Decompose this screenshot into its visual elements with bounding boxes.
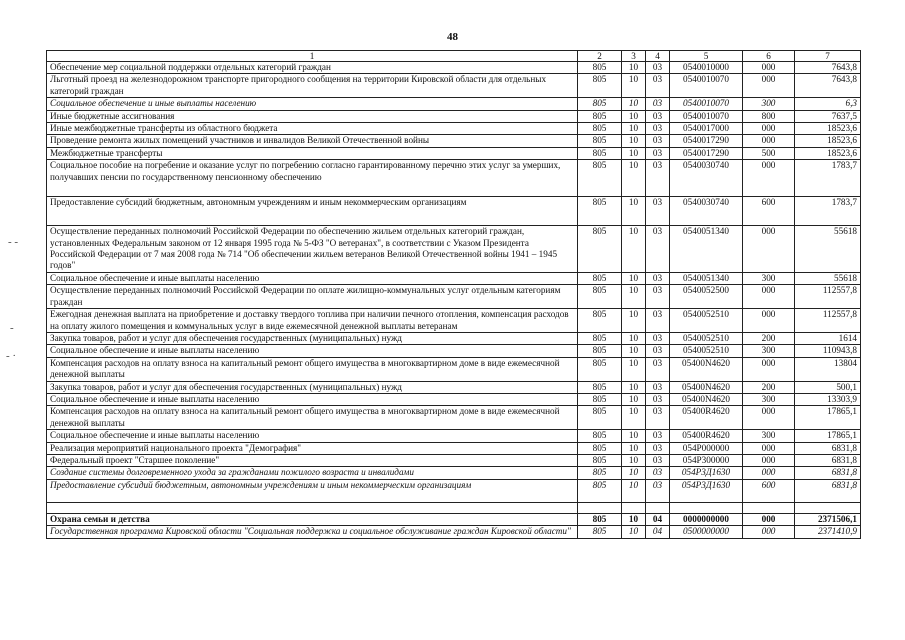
row-code-target: 054P300000 [670, 454, 743, 466]
row-code-subsection: 03 [646, 272, 670, 284]
row-code-target: 05400N4620 [670, 357, 743, 381]
row-code-section: 10 [622, 332, 646, 344]
margin-mark: - [10, 322, 14, 334]
column-header: 3 [622, 51, 646, 62]
row-amount: 6831,8 [795, 454, 861, 466]
row-code-expense-type: 000 [743, 513, 795, 525]
row-code-ministry: 805 [578, 160, 622, 197]
row-code-section: 10 [622, 357, 646, 381]
row-code-expense-type: 000 [743, 160, 795, 197]
row-code-subsection: 03 [646, 345, 670, 357]
row-description: Создание системы долговременного ухода за гражданами пожилого возраста и инвалидами [47, 467, 578, 479]
row-code-expense-type: 300 [743, 345, 795, 357]
column-header: 2 [578, 51, 622, 62]
row-code-ministry: 805 [578, 285, 622, 309]
row-description: Социальное обеспечение и иные выплаты населению [47, 345, 578, 357]
row-code-ministry: 805 [578, 442, 622, 454]
row-code-target: 0540052510 [670, 332, 743, 344]
row-code-target: 0540052510 [670, 309, 743, 333]
row-code-target: 0540010070 [670, 110, 743, 122]
table-row [47, 479, 861, 502]
row-amount: 17865,1 [795, 406, 861, 430]
table-row [47, 74, 861, 98]
row-code-target: 0540010070 [670, 98, 743, 110]
row-code-expense-type: 300 [743, 98, 795, 110]
row-amount: 500,1 [795, 381, 861, 393]
row-code-section: 10 [622, 393, 646, 405]
column-header: 6 [743, 51, 795, 62]
row-code-subsection: 03 [646, 135, 670, 147]
row-code-section: 10 [622, 110, 646, 122]
table-header-row [47, 51, 861, 62]
row-code-subsection: 03 [646, 147, 670, 159]
row-amount: 6831,8 [795, 467, 861, 479]
row-description: Социальное обеспечение и иные выплаты населению [47, 393, 578, 405]
row-code-target: 05400R4620 [670, 430, 743, 442]
row-code-expense-type: 200 [743, 381, 795, 393]
row-code-expense-type: 800 [743, 110, 795, 122]
row-description: Федеральный проект "Старшее поколение" [47, 454, 578, 466]
row-amount: 7643,8 [795, 74, 861, 98]
row-code-section: 10 [622, 74, 646, 98]
column-header: 7 [795, 51, 861, 62]
row-code-target: 05400N4620 [670, 381, 743, 393]
budget-table [46, 50, 861, 539]
row-code-section: 10 [622, 285, 646, 309]
row-code-subsection: 03 [646, 62, 670, 74]
row-description: Государственная программа Кировской области "Социальная поддержка и социальное обслуживание граждан Кировской области" [47, 526, 578, 538]
table-row [47, 197, 861, 226]
page-number: 48 [447, 31, 458, 43]
row-code-ministry: 805 [578, 74, 622, 98]
row-code-expense-type: 000 [743, 406, 795, 430]
empty-cell [622, 502, 646, 513]
row-amount: 2371506,1 [795, 513, 861, 525]
row-description: Иные бюджетные ассигнования [47, 110, 578, 122]
empty-cell [578, 502, 622, 513]
row-code-subsection: 03 [646, 393, 670, 405]
row-code-subsection: 03 [646, 98, 670, 110]
row-code-section: 10 [622, 147, 646, 159]
row-code-ministry: 805 [578, 357, 622, 381]
row-code-subsection: 03 [646, 357, 670, 381]
row-description: Социальное обеспечение и иные выплаты населению [47, 98, 578, 110]
table-body [47, 62, 861, 539]
row-code-ministry: 805 [578, 110, 622, 122]
row-code-subsection: 03 [646, 467, 670, 479]
row-code-expense-type: 000 [743, 123, 795, 135]
row-code-expense-type: 000 [743, 442, 795, 454]
row-code-subsection: 03 [646, 160, 670, 197]
row-code-subsection: 03 [646, 406, 670, 430]
row-code-ministry: 805 [578, 135, 622, 147]
row-code-ministry: 805 [578, 381, 622, 393]
row-code-subsection: 03 [646, 381, 670, 393]
row-code-subsection: 03 [646, 442, 670, 454]
row-description: Проведение ремонта жилых помещений участников и инвалидов Великой Отечественной войны [47, 135, 578, 147]
row-code-target: 05400N4620 [670, 393, 743, 405]
table-row [47, 345, 861, 357]
row-code-target: 0540010000 [670, 62, 743, 74]
row-amount: 18523,6 [795, 123, 861, 135]
row-code-subsection: 03 [646, 332, 670, 344]
row-code-expense-type: 000 [743, 285, 795, 309]
empty-cell [670, 502, 743, 513]
row-code-expense-type: 600 [743, 197, 795, 226]
row-amount: 1783,7 [795, 197, 861, 226]
row-description: Иные межбюджетные трансферты из областного бюджета [47, 123, 578, 135]
row-amount: 17865,1 [795, 430, 861, 442]
row-code-section: 10 [622, 406, 646, 430]
table-spacer-row [47, 502, 861, 513]
row-code-ministry: 805 [578, 272, 622, 284]
row-description: Предоставление субсидий бюджетным, автономным учреждениям и иным некоммерческим организациям [47, 479, 578, 502]
row-code-target: 0540030740 [670, 197, 743, 226]
row-code-expense-type: 000 [743, 309, 795, 333]
row-code-section: 10 [622, 513, 646, 525]
row-code-target: 054P3Д1630 [670, 479, 743, 502]
row-amount: 13804 [795, 357, 861, 381]
table-row [47, 381, 861, 393]
row-code-target: 0540051340 [670, 272, 743, 284]
row-description: Закупка товаров, работ и услуг для обеспечения государственных (муниципальных) нужд [47, 381, 578, 393]
column-header: 4 [646, 51, 670, 62]
row-amount: 7637,5 [795, 110, 861, 122]
row-code-subsection: 03 [646, 226, 670, 273]
row-code-ministry: 805 [578, 479, 622, 502]
row-code-ministry: 805 [578, 406, 622, 430]
row-code-expense-type: 000 [743, 226, 795, 273]
row-code-section: 10 [622, 197, 646, 226]
table-row [47, 147, 861, 159]
row-code-section: 10 [622, 454, 646, 466]
row-amount: 7643,8 [795, 62, 861, 74]
row-amount: 55618 [795, 272, 861, 284]
row-code-section: 10 [622, 62, 646, 74]
row-code-section: 10 [622, 123, 646, 135]
row-code-ministry: 805 [578, 226, 622, 273]
row-code-subsection: 03 [646, 309, 670, 333]
row-amount: 6,3 [795, 98, 861, 110]
row-description: Компенсация расходов на оплату взноса на капитальный ремонт общего имущества в многоквартирном доме в виде ежемесячной денежной выплаты [47, 406, 578, 430]
row-code-expense-type: 300 [743, 272, 795, 284]
row-description: Социальное пособие на погребение и оказание услуг по погребению согласно гарантированному перечню этих услуг за умерших, получавших пенсии по государственному пенсионному обеспечению [47, 160, 578, 197]
row-code-section: 10 [622, 160, 646, 197]
row-code-ministry: 805 [578, 393, 622, 405]
row-code-section: 10 [622, 381, 646, 393]
table-row [47, 98, 861, 110]
row-code-target: 0540017000 [670, 123, 743, 135]
table-row [47, 442, 861, 454]
row-code-subsection: 03 [646, 285, 670, 309]
table-row [47, 357, 861, 381]
row-code-target: 054P3Д1630 [670, 467, 743, 479]
row-code-target: 054P000000 [670, 442, 743, 454]
row-description: Льготный проезд на железнодорожном транспорте пригородного сообщения на территории Кировской области для отдельных категорий граждан [47, 74, 578, 98]
row-code-ministry: 805 [578, 513, 622, 525]
table-row [47, 110, 861, 122]
row-code-subsection: 03 [646, 197, 670, 226]
row-code-expense-type: 000 [743, 357, 795, 381]
row-code-ministry: 805 [578, 467, 622, 479]
row-code-section: 10 [622, 479, 646, 502]
table-row [47, 135, 861, 147]
table-row [47, 272, 861, 284]
row-amount: 13303,9 [795, 393, 861, 405]
row-code-target: 0000000000 [670, 513, 743, 525]
row-amount: 1614 [795, 332, 861, 344]
row-code-expense-type: 000 [743, 74, 795, 98]
row-code-expense-type: 300 [743, 393, 795, 405]
table-row [47, 526, 861, 538]
row-code-section: 10 [622, 442, 646, 454]
row-code-subsection: 04 [646, 526, 670, 538]
empty-cell [795, 502, 861, 513]
row-amount: 1783,7 [795, 160, 861, 197]
table-row [47, 123, 861, 135]
row-description: Реализация мероприятий национального проекта "Демография" [47, 442, 578, 454]
row-description: Ежегодная денежная выплата на приобретение и доставку твердого топлива при наличии печного отопления, компенсация расходов на оплату жилого помещения и коммунальных услуг в виде ежемесячной денежной выплаты ветеранам [47, 309, 578, 333]
row-code-section: 10 [622, 226, 646, 273]
row-code-section: 10 [622, 135, 646, 147]
table-row [47, 285, 861, 309]
row-description: Компенсация расходов на оплату взноса на капитальный ремонт общего имущества в многоквартирном доме в виде ежемесячной денежной выплаты [47, 357, 578, 381]
column-header: 5 [670, 51, 743, 62]
row-code-section: 10 [622, 430, 646, 442]
row-code-ministry: 805 [578, 98, 622, 110]
table-row [47, 309, 861, 333]
table-row [47, 160, 861, 197]
row-code-ministry: 805 [578, 345, 622, 357]
table-row [47, 226, 861, 273]
row-code-target: 05400R4620 [670, 406, 743, 430]
row-amount: 6831,8 [795, 479, 861, 502]
row-code-ministry: 805 [578, 430, 622, 442]
row-code-section: 10 [622, 272, 646, 284]
table-row [47, 467, 861, 479]
table-row [47, 393, 861, 405]
table-row [47, 430, 861, 442]
row-description: Закупка товаров, работ и услуг для обеспечения государственных (муниципальных) нужд [47, 332, 578, 344]
row-code-target: 0540051340 [670, 226, 743, 273]
row-amount: 18523,6 [795, 135, 861, 147]
row-code-target: 0540017290 [670, 135, 743, 147]
row-code-target: 0500000000 [670, 526, 743, 538]
row-code-target: 0540017290 [670, 147, 743, 159]
empty-cell [646, 502, 670, 513]
row-code-ministry: 805 [578, 526, 622, 538]
row-amount: 112557,8 [795, 285, 861, 309]
table-row [47, 454, 861, 466]
row-code-subsection: 03 [646, 454, 670, 466]
row-code-subsection: 03 [646, 110, 670, 122]
row-code-ministry: 805 [578, 332, 622, 344]
row-amount: 112557,8 [795, 309, 861, 333]
column-header: 1 [47, 51, 578, 62]
row-description: Осуществление переданных полномочий Российской Федерации по оплате жилищно-коммунальных услуг отдельным категориям граждан [47, 285, 578, 309]
row-code-subsection: 03 [646, 479, 670, 502]
table-row [47, 513, 861, 525]
row-amount: 2371410,9 [795, 526, 861, 538]
row-code-expense-type: 600 [743, 479, 795, 502]
row-code-section: 10 [622, 98, 646, 110]
row-code-target: 0540052510 [670, 345, 743, 357]
row-code-expense-type: 000 [743, 135, 795, 147]
row-description: Охрана семьи и детства [47, 513, 578, 525]
row-amount: 6831,8 [795, 442, 861, 454]
row-code-expense-type: 000 [743, 454, 795, 466]
row-code-ministry: 805 [578, 454, 622, 466]
row-code-expense-type: 000 [743, 526, 795, 538]
row-amount: 18523,6 [795, 147, 861, 159]
empty-cell [47, 502, 578, 513]
row-code-ministry: 805 [578, 309, 622, 333]
row-code-expense-type: 000 [743, 467, 795, 479]
margin-mark: ‑ · [6, 350, 17, 362]
row-description: Межбюджетные трансферты [47, 147, 578, 159]
table-row [47, 62, 861, 74]
row-code-subsection: 03 [646, 123, 670, 135]
row-code-subsection: 04 [646, 513, 670, 525]
row-code-expense-type: 200 [743, 332, 795, 344]
row-code-section: 10 [622, 526, 646, 538]
row-amount: 110943,8 [795, 345, 861, 357]
row-description: Социальное обеспечение и иные выплаты населению [47, 272, 578, 284]
row-code-target: 0540010070 [670, 74, 743, 98]
row-code-expense-type: 500 [743, 147, 795, 159]
row-code-section: 10 [622, 467, 646, 479]
row-code-subsection: 03 [646, 74, 670, 98]
row-description: Социальное обеспечение и иные выплаты населению [47, 430, 578, 442]
row-code-subsection: 03 [646, 430, 670, 442]
row-code-ministry: 805 [578, 62, 622, 74]
row-code-ministry: 805 [578, 123, 622, 135]
row-code-ministry: 805 [578, 147, 622, 159]
row-code-target: 0540052500 [670, 285, 743, 309]
table-row [47, 332, 861, 344]
row-description: Предоставление субсидий бюджетным, автономным учреждениям и иным некоммерческим организациям [47, 197, 578, 226]
empty-cell [743, 502, 795, 513]
row-amount: 55618 [795, 226, 861, 273]
row-code-expense-type: 300 [743, 430, 795, 442]
row-description: Осуществление переданных полномочий Российской Федерации по обеспечению жильем отдельных категорий граждан, установленных Федеральным законом от 12 января 1995 года № 5-ФЗ "О ветеранах", в соответствии с Указом Президента Российской Федерации от 7 мая 2008 года № 714 "Об обеспечении жильем ветеранов Великой Отечественной войны 1941 – 1945 годов" [47, 226, 578, 273]
row-description: Обеспечение мер социальной поддержки отдельных категорий граждан [47, 62, 578, 74]
row-code-ministry: 805 [578, 197, 622, 226]
row-code-section: 10 [622, 309, 646, 333]
row-code-expense-type: 000 [743, 62, 795, 74]
row-code-target: 0540030740 [670, 160, 743, 197]
margin-mark: - ‑ [8, 236, 19, 248]
row-code-section: 10 [622, 345, 646, 357]
table-row [47, 406, 861, 430]
